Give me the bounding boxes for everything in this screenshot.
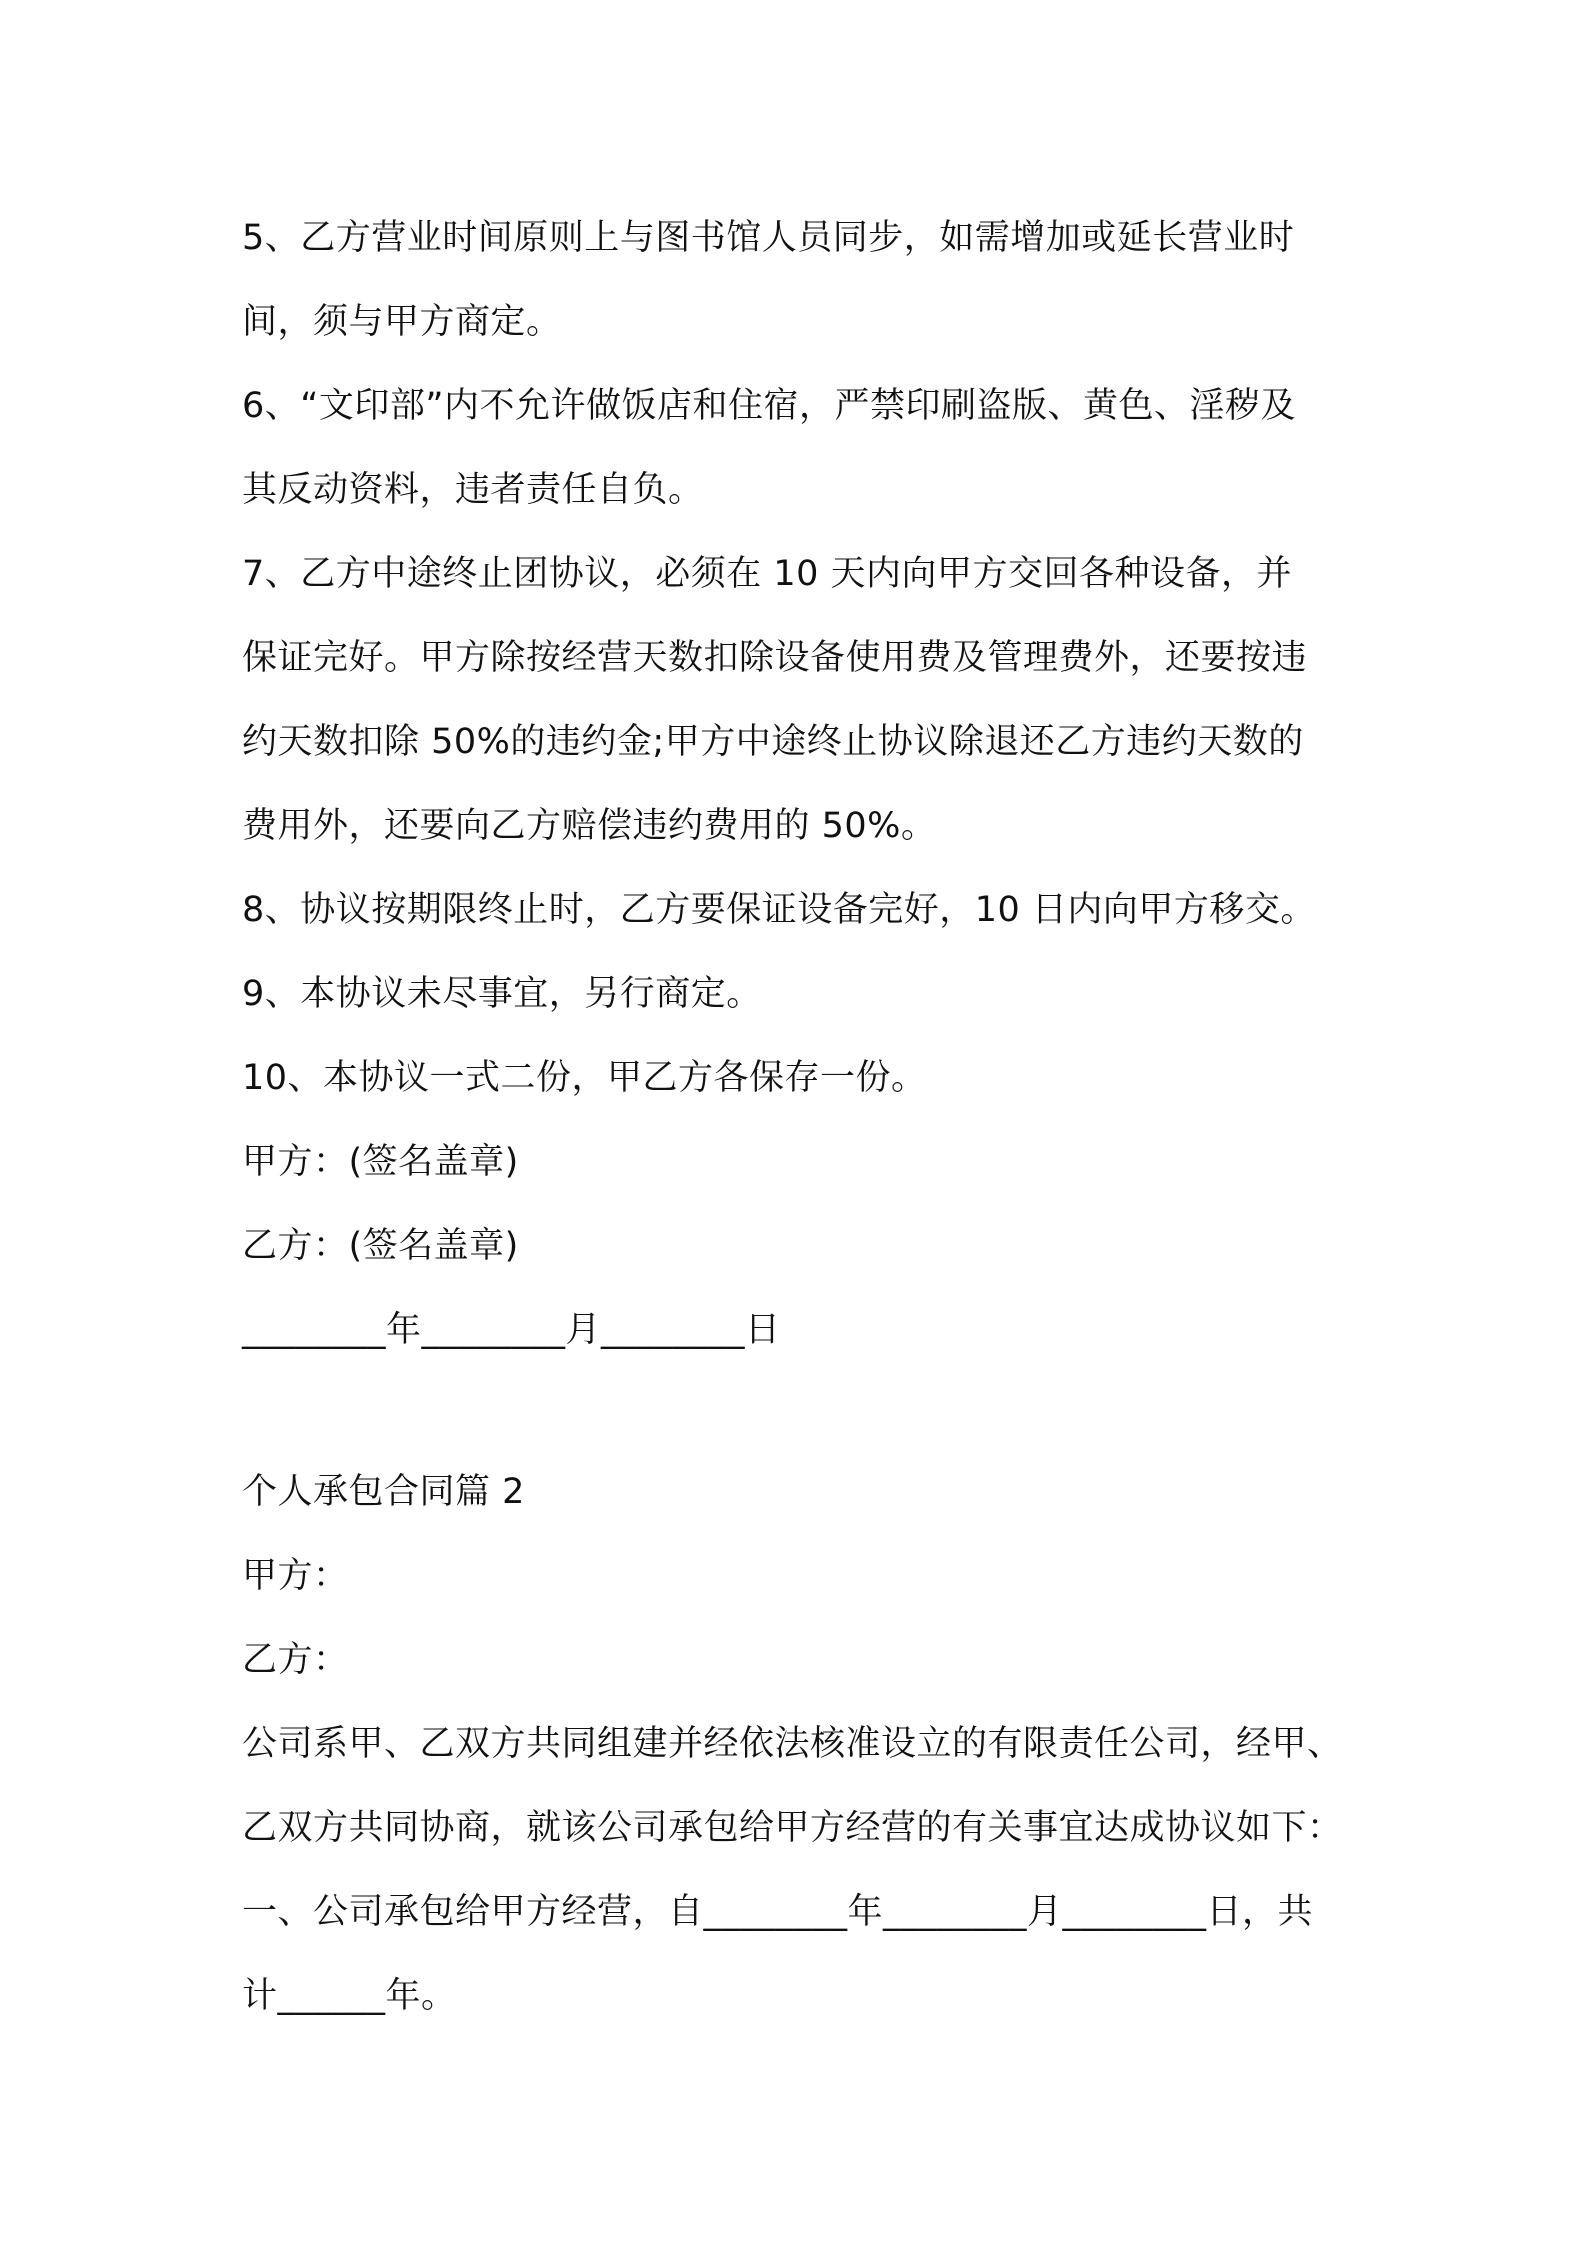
article-1-line-1: 一、公司承包给甲方经营，自________年________月________日，共 bbox=[242, 1892, 1314, 1932]
clause-9: 9、本协议未尽事宜，另行商定。 bbox=[242, 974, 762, 1014]
clause-7-line-3: 约天数扣除 50%的违约金;甲方中途终止协议除退还乙方违约天数的 bbox=[242, 722, 1304, 762]
clause-6-line-2: 其反动资料，违者责任自负。 bbox=[242, 470, 704, 510]
party-b-signature: 乙方：(签名盖章) bbox=[242, 1226, 519, 1266]
clause-5-line-1: 5、乙方营业时间原则上与图书馆人员同步，如需增加或延长营业时 bbox=[242, 218, 1295, 258]
clause-7-line-4: 费用外，还要向乙方赔偿违约费用的 50%。 bbox=[242, 806, 937, 846]
clause-5-line-2: 间，须与甲方商定。 bbox=[242, 302, 562, 342]
clause-7-line-2: 保证完好。甲方除按经营天数扣除设备使用费及管理费外，还要按违 bbox=[242, 638, 1308, 678]
section-title: 个人承包合同篇 2 bbox=[242, 1472, 525, 1512]
clause-8: 8、协议按期限终止时，乙方要保证设备完好，10 日内向甲方移交。 bbox=[242, 890, 1316, 930]
intro-line-1: 公司系甲、乙双方共同组建并经依法核准设立的有限责任公司，经甲、 bbox=[242, 1724, 1343, 1764]
date-line: ________年________月________日 bbox=[242, 1310, 781, 1350]
intro-line-2: 乙双方共同协商，就该公司承包给甲方经营的有关事宜达成协议如下： bbox=[242, 1808, 1343, 1848]
party-a-signature: 甲方：(签名盖章) bbox=[242, 1142, 519, 1182]
clause-7-line-1: 7、乙方中途终止团协议，必须在 10 天内向甲方交回各种设备，并 bbox=[242, 554, 1293, 594]
clause-6-line-1: 6、“文印部”内不允许做饭店和住宿，严禁印刷盗版、黄色、淫秽及 bbox=[242, 386, 1297, 426]
document-body bbox=[242, 196, 1357, 2038]
clause-10: 10、本协议一式二份，甲乙方各保存一份。 bbox=[242, 1058, 927, 1098]
article-1-line-2: 计______年。 bbox=[242, 1976, 457, 2016]
section-gap bbox=[242, 1372, 1357, 1450]
party-a-label: 甲方： bbox=[242, 1556, 349, 1596]
party-b-label: 乙方： bbox=[242, 1640, 349, 1680]
